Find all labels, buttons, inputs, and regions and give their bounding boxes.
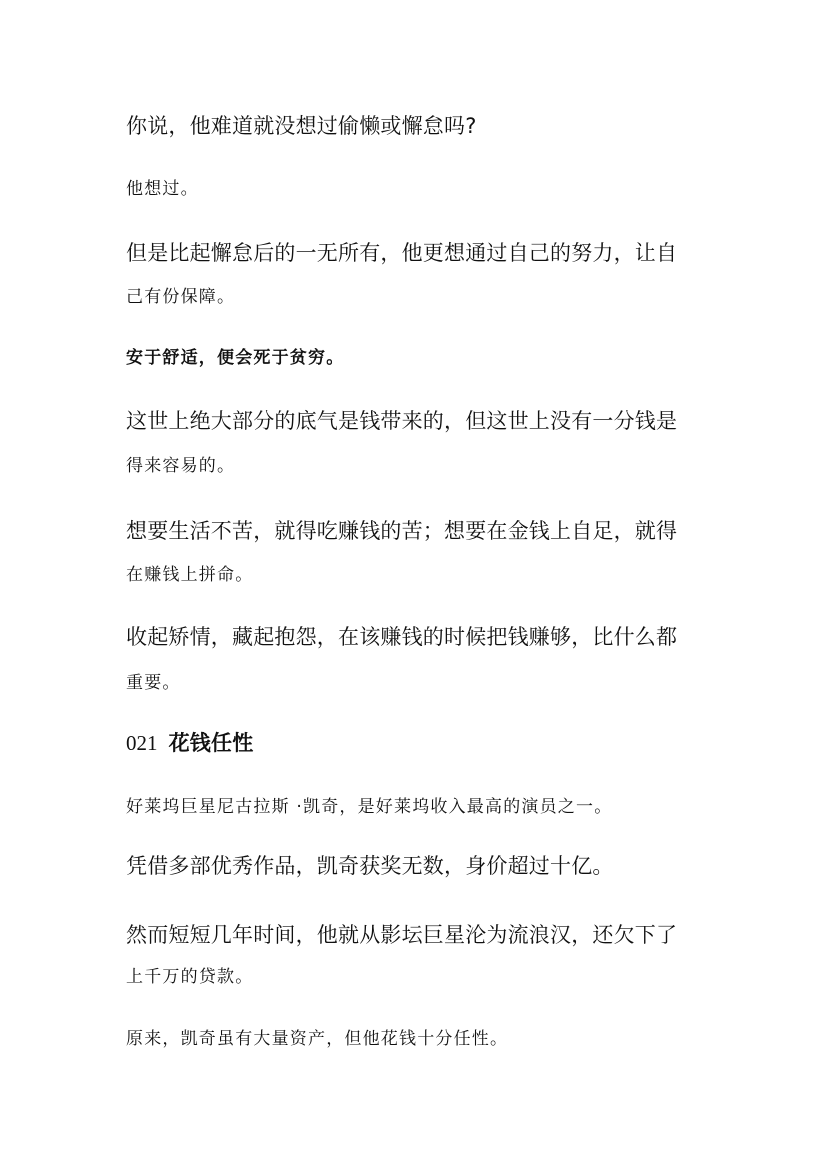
section-heading <box>126 733 253 754</box>
paragraph-line: 想要生活不苦，就得吃赚钱的苦；想要在金钱上自足，就得 <box>126 519 678 543</box>
paragraph-line: 得来容易的。 <box>126 456 236 476</box>
paragraph-line: 凭借多部优秀作品，凯奇获奖无数，身价超过十亿。 <box>126 854 614 878</box>
paragraph-line: 你说，他难道就没想过偷懒或懈怠吗? <box>126 114 477 138</box>
paragraph-line: 重要。 <box>126 673 181 693</box>
paragraph-line: 然而短短几年时间，他就从影坛巨星沦为流浪汉，还欠下了 <box>126 923 678 947</box>
paragraph-line: 原来，凯奇虽有大量资产，但他花钱十分任性。 <box>126 1029 509 1049</box>
section-title: 花钱任性 <box>168 731 254 755</box>
bold-statement: 安于舒适，便会死于贫穷。 <box>126 348 345 368</box>
paragraph-line: 好莱坞巨星尼古拉斯 ·凯奇，是好莱坞收入最高的演员之一。 <box>126 797 613 817</box>
paragraph-line: 但是比起懈怠后的一无所有，他更想通过自己的努力，让自 <box>126 241 678 265</box>
paragraph-line: 己有份保障。 <box>126 287 236 307</box>
paragraph-line: 他想过。 <box>126 179 199 199</box>
paragraph-line: 上千万的贷款。 <box>126 967 254 987</box>
paragraph-line: 在赚钱上拼命。 <box>126 565 254 585</box>
section-number: 021 <box>126 731 158 755</box>
paragraph-line: 收起矫情，藏起抱怨，在该赚钱的时候把钱赚够，比什么都 <box>126 625 678 649</box>
paragraph-line: 这世上绝大部分的底气是钱带来的，但这世上没有一分钱是 <box>126 409 678 433</box>
